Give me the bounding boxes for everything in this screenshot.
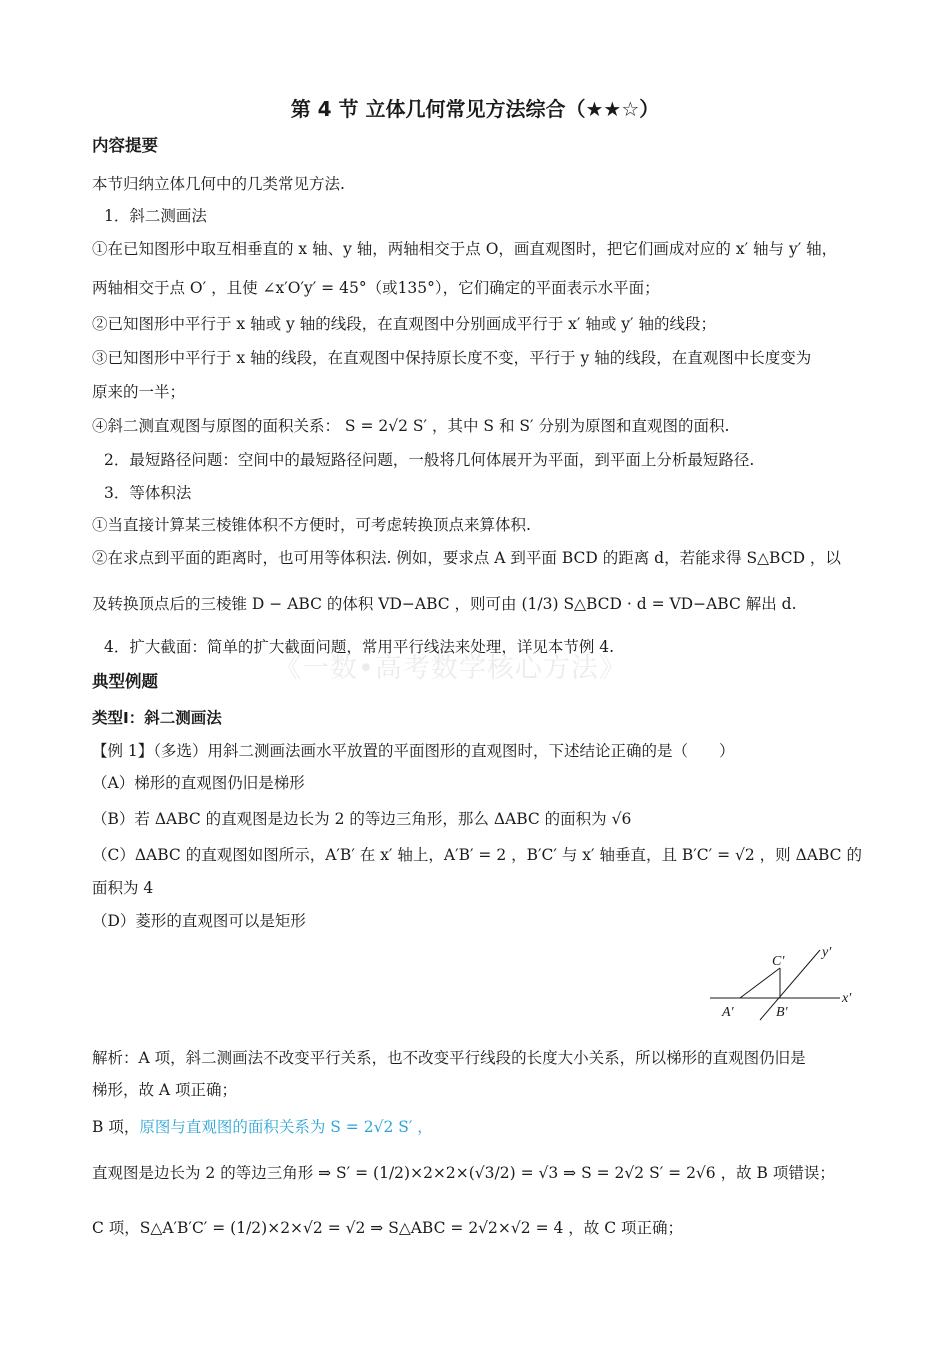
- content-line: 及转换顶点后的三棱锥 D − ABC 的体积 VD−ABC ，则可由 (1/3) S△BCD · d = VD−ABC 解出 d.: [92, 595, 797, 613]
- content-line: ②已知图形中平行于 x 轴或 y 轴的线段，在直观图中分别画成平行于 x′ 轴或 y′ 轴的线段；: [92, 315, 716, 333]
- content-line: ②在求点到平面的距离时，也可用等体积法. 例如，要求点 A 到平面 BCD 的距离 d，若能求得 S△BCD ，以: [92, 549, 841, 567]
- content-line: ③已知图形中平行于 x 轴的线段，在直观图中保持原长度不变，平行于 y 轴的线段，在直观图中长度变为: [92, 349, 812, 367]
- content-line: 两轴相交于点 O′ ，且使 ∠x′O′y′ = 45°（或135°），它们确定的平面表示水平面；: [92, 279, 660, 297]
- section-heading-summary: 内容提要: [92, 136, 158, 155]
- label-a-prime: A′: [722, 1005, 734, 1020]
- question-text: 【例 1】（多选）用斜二测画法画水平放置的平面图形的直观图时，下述结论正确的是（ ）: [92, 742, 735, 760]
- option-c: （C）ΔABC 的直观图如图所示，A′B′ 在 x′ 轴上，A′B′ = 2 ，B′C′ 与 x′ 轴垂直，且 B′C′ = √2 ，则 ΔABC 的: [92, 846, 862, 864]
- solution-b-line: [92, 1117, 433, 1137]
- content-line: ①在已知图形中取互相垂直的 x 轴、y 轴，两轴相交于点 O，画直观图时，把它们画成对应的 x′ 轴与 y′ 轴，: [92, 240, 838, 258]
- content-line: ④斜二测直观图与原图的面积关系： S = 2√2 S′ ，其中 S 和 S′ 分别为原图和直观图的面积.: [92, 417, 730, 435]
- label-c-prime: C′: [772, 954, 785, 969]
- section-heading-examples: 典型例题: [92, 672, 158, 691]
- solution-line: 梯形，故 A 项正确；: [92, 1081, 238, 1099]
- solution-b-prefix: B 项，: [92, 1118, 140, 1136]
- label-x-prime: x′: [842, 991, 852, 1006]
- y-axis-line: [760, 950, 820, 1020]
- content-line: 1．斜二测画法: [104, 207, 207, 225]
- oblique-triangle-figure: [700, 938, 860, 1028]
- solution-b-highlight: 原图与直观图的面积关系为 S = 2√2 S′ ，: [139, 1118, 433, 1136]
- content-line: 本节归纳立体几何中的几类常见方法.: [92, 175, 345, 193]
- option-c-continued: 面积为 4: [92, 879, 154, 897]
- content-line: 4．扩大截面：简单的扩大截面问题，常用平行线法来处理，详见本节例 4.: [104, 638, 615, 656]
- option-b: （B）若 ΔABC 的直观图是边长为 2 的等边三角形，那么 ΔABC 的面积为 √6: [92, 810, 632, 828]
- solution-c-calc: C 项，S△A′B′C′ = (1/2)×2×√2 = √2 ⇒ S△ABC = 2√2×√2 = 4 ，故 C 项正确；: [92, 1219, 683, 1237]
- label-y-prime: y′: [822, 945, 832, 960]
- type-heading: 类型Ⅰ：斜二测画法: [92, 709, 222, 727]
- watermark: 《一数•高考数学核心方法》: [274, 653, 627, 684]
- content-line: 原来的一半；: [92, 383, 186, 401]
- triangle-side-ac: [740, 968, 780, 998]
- solution-line: 解析：A 项，斜二测画法不改变平行关系，也不改变平行线段的长度大小关系，所以梯形的直观图仍旧是: [92, 1049, 806, 1067]
- solution-b-calc: 直观图是边长为 2 的等边三角形 ⇒ S′ = (1/2)×2×2×(√3/2) = √3 ⇒ S = 2√2 S′ = 2√6 ，故 B 项错误；: [92, 1164, 835, 1182]
- page-title: 第 4 节 立体几何常见方法综合（★★☆）: [290, 97, 660, 121]
- option-d: （D）菱形的直观图可以是矩形: [92, 912, 306, 930]
- option-a: （A）梯形的直观图仍旧是梯形: [92, 774, 305, 792]
- content-line: 3．等体积法: [104, 484, 192, 502]
- content-line: ①当直接计算某三棱锥体积不方便时，可考虑转换顶点来算体积.: [92, 516, 531, 534]
- label-b-prime: B′: [776, 1005, 788, 1020]
- content-line: 2．最短路径问题：空间中的最短路径问题，一般将几何体展开为平面，到平面上分析最短路径.: [104, 451, 755, 469]
